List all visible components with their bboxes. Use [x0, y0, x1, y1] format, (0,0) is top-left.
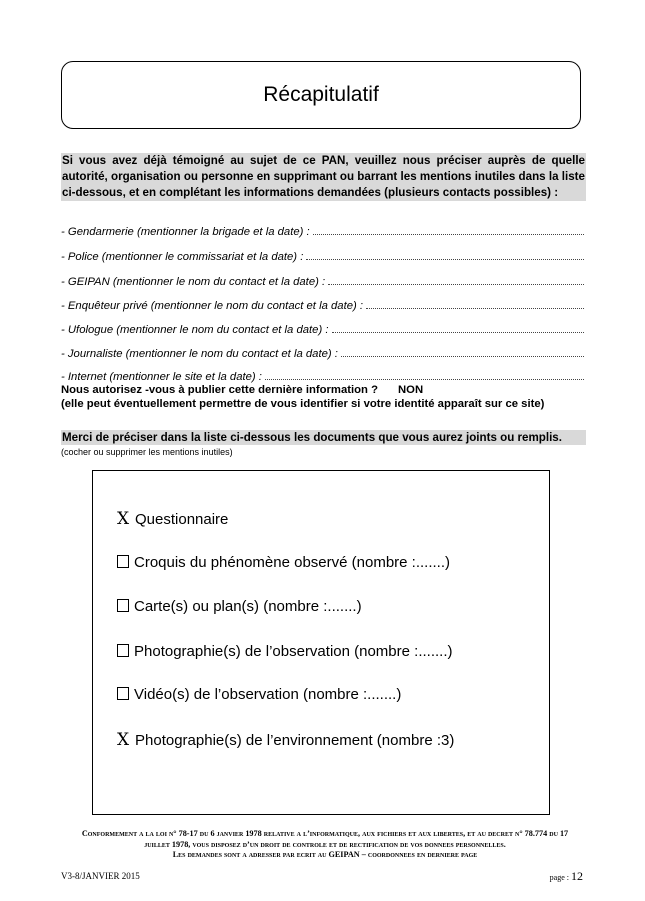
- publish-question: Nous autorisez -vous à publier cette dernière information ?: [61, 384, 378, 396]
- doc-item-croquis[interactable]: [117, 554, 450, 571]
- contact-police[interactable]: [61, 247, 584, 263]
- doc-item-photo-environnement[interactable]: [117, 730, 454, 750]
- fill-line[interactable]: [313, 233, 584, 235]
- doc-label: Vidéo(s) de l’observation (nombre :.......): [134, 686, 402, 703]
- contact-label: - GEIPAN (mentionner le nom du contact et la date) :: [61, 276, 326, 288]
- documents-note: (cocher ou supprimer les mentions inutiles): [61, 447, 233, 457]
- page-number-value: 12: [571, 869, 583, 883]
- fill-line[interactable]: [265, 378, 584, 380]
- doc-item-carte[interactable]: [117, 598, 362, 615]
- checked-x-icon[interactable]: X: [117, 509, 130, 529]
- contact-label: - Police (mentionner le commissariat et la date) :: [61, 251, 304, 263]
- fill-line[interactable]: [341, 355, 584, 357]
- legal-notice-line-2: Les demandes sont a adresser par ecrit au GEIPAN – coordonnees en derniere page: [172, 850, 478, 859]
- doc-label: Photographie(s) de l’observation (nombre :.......): [134, 643, 453, 660]
- contact-label: - Journaliste (mentionner le nom du contact et la date) :: [61, 348, 338, 360]
- contact-gendarmerie[interactable]: [61, 222, 584, 238]
- documents-checklist: [92, 470, 550, 815]
- publish-note: (elle peut éventuellement permettre de vous identifier si votre identité apparaît sur ce site): [61, 398, 545, 410]
- publish-consent: [61, 383, 586, 411]
- doc-item-photo-observation[interactable]: [117, 643, 453, 660]
- fill-line[interactable]: [306, 258, 584, 260]
- intro-paragraph: Si vous avez déjà témoigné au sujet de ce PAN, veuillez nous préciser auprès de quelle autorité, organisation ou personne en supprimant ou barrant les mentions inutiles dans la liste ci-dessous, et en complétant les informations demandées (plusieurs contacts possibles) :: [62, 154, 585, 199]
- documents-heading: Merci de préciser dans la liste ci-dessous les documents que vous aurez joints ou remplis.: [61, 430, 586, 445]
- doc-item-video[interactable]: [117, 686, 401, 703]
- contact-label: - Enquêteur privé (mentionner le nom du contact et la date) :: [61, 300, 364, 312]
- doc-item-questionnaire[interactable]: [117, 509, 228, 529]
- doc-label: Carte(s) ou plan(s) (nombre :.......): [134, 598, 362, 615]
- title-box: [61, 61, 581, 129]
- checkbox-empty-icon[interactable]: [117, 644, 129, 657]
- checkbox-empty-icon[interactable]: [117, 687, 129, 700]
- fill-line[interactable]: [328, 283, 584, 285]
- page-title: Récapitulatif: [263, 83, 379, 106]
- page-label: page :: [549, 873, 569, 882]
- contact-label: - Gendarmerie (mentionner la brigade et la date) :: [61, 226, 310, 238]
- legal-notice-line-1: Conformement a la loi n° 78-17 du 6 janvier 1978 relative a l’informatique, aux fichiers et aux libertes, et au decret n° 78.774 du 17 juillet 1978, vous disposez d’un droit de controle et de rectification de vos donnees personnelles.: [81, 829, 569, 849]
- contact-enqueteur[interactable]: [61, 296, 584, 312]
- fill-line[interactable]: [366, 307, 584, 309]
- doc-label: Questionnaire: [135, 511, 229, 528]
- checkbox-empty-icon[interactable]: [117, 599, 129, 612]
- contact-journaliste[interactable]: [61, 344, 584, 360]
- document-version: V3-8/JANVIER 2015: [61, 871, 140, 881]
- fill-line[interactable]: [332, 331, 584, 333]
- publish-answer[interactable]: NON: [398, 384, 424, 396]
- legal-notice: [70, 829, 580, 861]
- contact-label: - Internet (mentionner le site et la date) :: [61, 371, 262, 383]
- doc-label: Croquis du phénomène observé (nombre :.......): [134, 554, 450, 571]
- contact-internet[interactable]: [61, 367, 584, 383]
- page-number: [550, 869, 583, 884]
- doc-label: Photographie(s) de l’environnement (nombre :3): [135, 732, 455, 749]
- contact-geipan[interactable]: [61, 272, 584, 288]
- contact-ufologue[interactable]: [61, 320, 584, 336]
- contact-label: - Ufologue (mentionner le nom du contact et la date) :: [61, 324, 329, 336]
- checkbox-empty-icon[interactable]: [117, 555, 129, 568]
- checked-x-icon[interactable]: X: [117, 730, 130, 750]
